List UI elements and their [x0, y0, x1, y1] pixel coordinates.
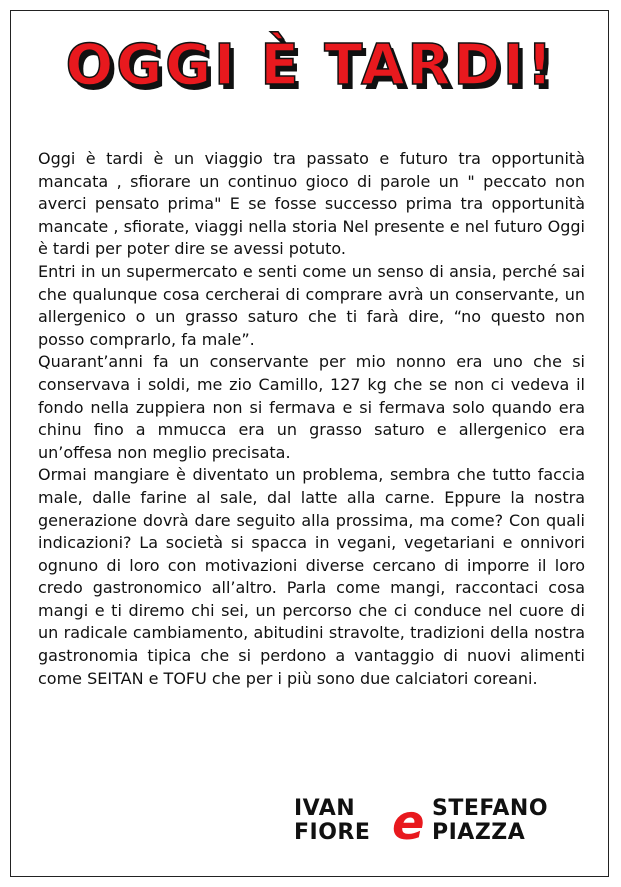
author-ivan-fiore [294, 797, 370, 845]
page-title: OGGI È TARDI! [65, 33, 556, 98]
paragraph-2: Entri in un supermercato e senti come un senso di ansia, perché sai che qualunque cosa cercherai di comprare avrà un conservante, un allergenico o un grasso saturo che ti farà dire, “no questo non posso comprarlo, fa male”. [38, 261, 585, 349]
author-1-first-name: IVAN [294, 796, 356, 821]
author-connector: e [392, 795, 425, 851]
paragraph-1: Oggi è tardi è un viaggio tra passato e futuro tra opportunità mancata , sfiorare un continuo gioco di parole un " peccato non averci pensato prima" E se fosse successo prima tra opportunità mancate , sfiorate, viaggi nella storia Nel presente e nel futuro Oggi è tardi per poter dire se avessi potuto. [38, 149, 585, 259]
author-signature [294, 797, 594, 851]
author-stefano-piazza [432, 797, 548, 845]
article-body [38, 148, 585, 690]
paragraph-4: Ormai mangiare è diventato un problema, sembra che tutto faccia male, dalle farine al sale, dal latte alla carne. Eppure la nostra generazione dovrà dare seguito alla prossima, ma come? Con quali indicazioni? La società si spacca in vegani, vegetariani e onnivori ognuno di loro con motivazioni diverse cercano di imporre il loro credo gastronomico all’altro. Parla come mangi, raccontaci cosa mangi e ti diremo chi sei, un percorso che ci conduce nel cuore di un radicale cambiamento, abitudini stravolte, tradizioni della nostra gastronomia tipica che si perdono a vantaggio di nuovi alimenti come SEITAN e TOFU che per i più sono due calciatori coreani. [38, 465, 585, 688]
paragraph-3: Quarant’anni fa un conservante per mio nonno era uno che si conservava i soldi, me zio Camillo, 127 kg che se non ci vedeva il fondo nella zuppiera non si fermava e si fermava solo quando era chinu fino a mmucca era un grasso saturo e allergenico era un’offesa non meglio precisata. [38, 352, 585, 462]
author-1-last-name: FIORE [294, 820, 371, 845]
author-2-first-name: STEFANO [432, 796, 549, 821]
author-2-last-name: PIAZZA [432, 820, 526, 845]
